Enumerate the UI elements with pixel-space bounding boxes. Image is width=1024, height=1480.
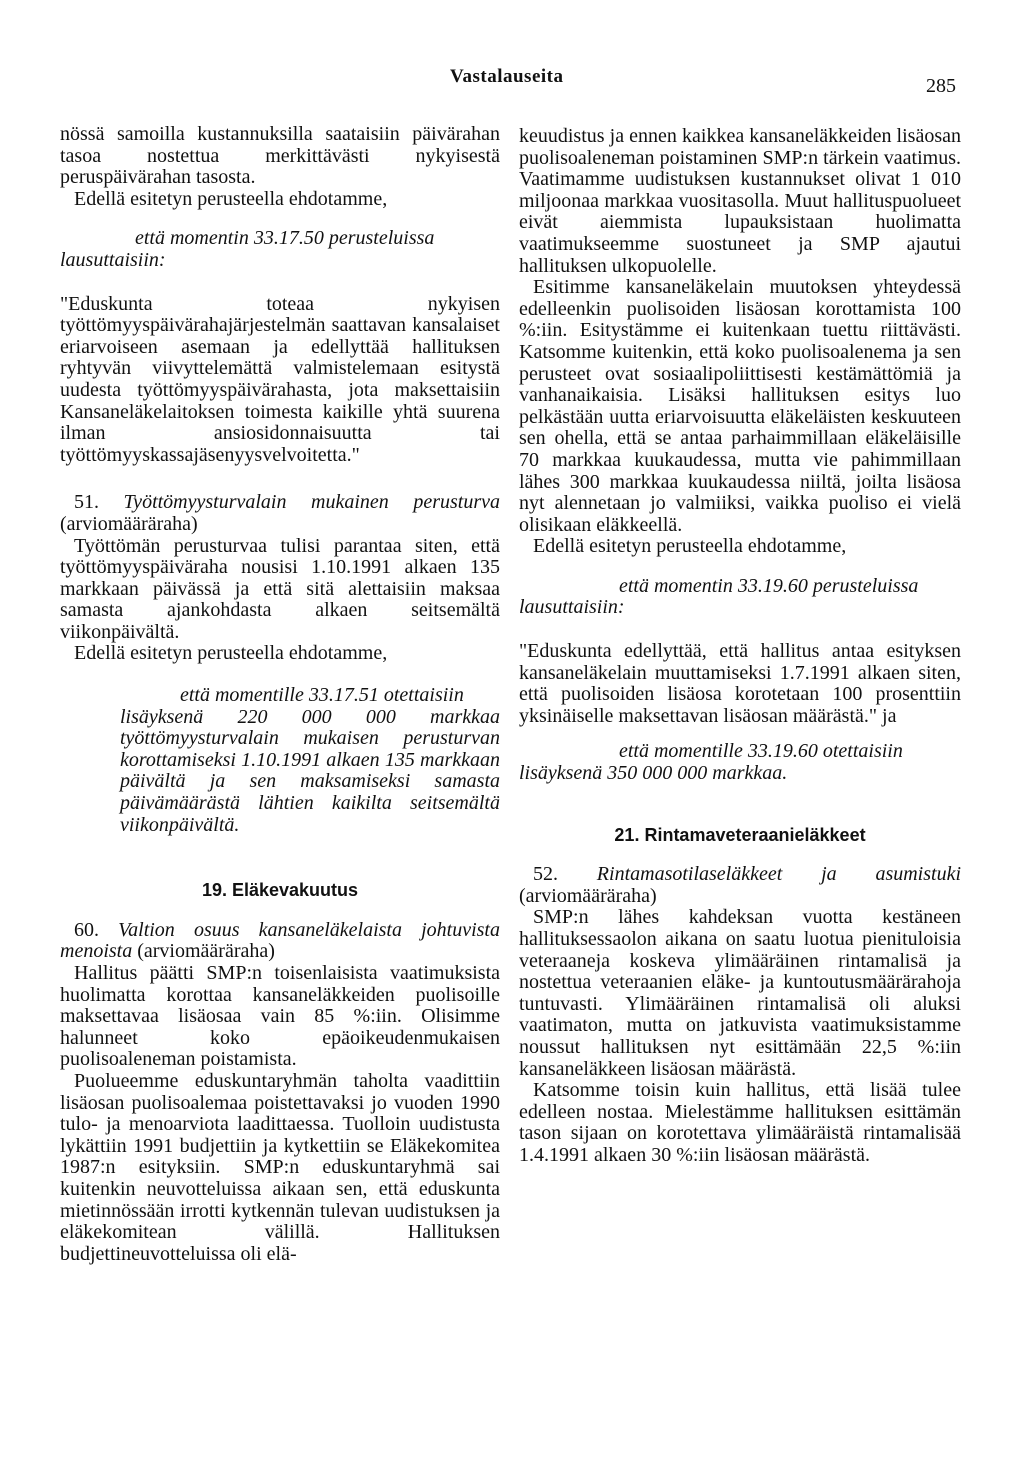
motion-text: lausuttaisiin: xyxy=(519,596,625,619)
motion-clause xyxy=(60,685,500,836)
motion-lead: että momentille 33.17.51 otettaisiin xyxy=(180,684,464,707)
section-heading: 21. Rintamaveteraanieläkkeet xyxy=(614,824,866,845)
motion-text: lisäyksenä 350 000 000 markkaa. xyxy=(519,762,788,785)
item-heading xyxy=(60,920,500,963)
motion-lead: että momentin 33.19.60 perusteluissa xyxy=(619,574,919,597)
paragraph: keuudistus ja ennen kaikkea kansaneläkkeiden lisäosan puolisoaleneman poistaminen SMP:n tärkein vaatimus. Vaatimamme uudistuksen kustannukset olivat 1 010 miljoonaa markkaa vuositasolla. Muut hallituspuolueet eivät aiemmista lupauksistaan huolimatta vaatimukseemme suostuneet ja SMP ajautui hallituksen ulkopuolelle. xyxy=(519,125,961,277)
item-number: 51. xyxy=(74,491,99,514)
paragraph: Katsomme toisin kuin hallitus, että lisää tulee edelleen nostaa. Mielestämme hallituksen esittämän tason sijaan on korotettava ylimääräistä rintamalisää 1.4.1991 alkaen 30 %:iin lisäosan määrästä. xyxy=(519,1079,961,1166)
item-heading xyxy=(519,864,961,907)
page-number: 285 xyxy=(926,75,956,97)
quoted-resolution: "Eduskunta edellyttää, että hallitus antaa esityksen kansaneläkelain muuttamiseksi 1.7.1991 alkaen siten, että puolisoiden lisäosa korotetaan 100 prosenttiin yksinäiselle maksettavan lisäosan määrästä." ja xyxy=(519,640,961,727)
motion-text: lausuttaisiin: xyxy=(60,248,166,271)
item-type: (arviomääräraha) xyxy=(519,884,657,907)
paragraph: Edellä esitetyn perusteella ehdotamme, xyxy=(74,642,388,665)
quoted-resolution: "Eduskunta toteaa nykyisen työttömyyspäivärahajärjestelmän saattavan kansalaiset eriarvoiseen asemaan ja edellyttää hallituksen ryhtyvän viivyttelemättä valmistelemaan esitystä uudesta työttömyyspäivärahasta, jota maksettaisiin Kansaneläkelaitoksen toimesta kaikille yhtä suurena ilman ansiosidonnaisuutta tai työttömyyskassajäsenyysvelvoitetta." xyxy=(60,292,500,466)
paragraph: Työttömän perusturvaa tulisi parantaa siten, että työttömyyspäiväraha nousisi 1.10.1991 alkaen 135 markkaan päivässä ja että sitä alettaisiin maksaa samasta ajankohdasta alkaen seitsemältä viikonpäivältä. xyxy=(60,534,500,643)
item-number: 60. xyxy=(74,918,99,941)
right-column xyxy=(519,126,961,1167)
item-title: Työttömyysturvalain mukainen perusturva xyxy=(123,491,500,514)
paragraph: SMP:n lähes kahdeksan vuotta kestäneen hallituksessaolon aikana on saatu luotua pienituloisia veteraaneja koskeva ylimääräinen rintamalisä ja nostettua veteraanien eläke- ja kuntoutusmäärärahoja tuntuvasti. Ylimääräinen rintamalisä oli aluksi vaatimaton, mutta on jatkuvista vaatimuksistamme noussut hallituksen nyt esittämään 22,5 %:iin kansaneläkkeen lisäosan määrästä. xyxy=(519,906,961,1080)
motion-clause xyxy=(60,228,500,271)
paragraph: Hallitus päätti SMP:n toisenlaisista vaatimuksista huolimatta korottaa kansaneläkkeiden puolisoille maksettavaa lisäosaa vain 85 %:iin. Olisimme halunneet koko epäoikeudenmukaisen puolisoaleneman poistamista. xyxy=(60,962,500,1071)
running-header: Vastalauseita xyxy=(450,66,564,87)
motion-clause xyxy=(519,741,961,784)
item-type: (arviomääräraha) xyxy=(60,512,198,535)
paragraph: Esitimme kansaneläkelain muutoksen yhteydessä edelleenkin puolisoiden lisäosan korottamista 100 %:iin. Esitystämme ei kuitenkaan tuettu riittävästi. Katsomme kuitenkin, että koko puolisoalenema ja sen perusteet ovat sosiaalipoliittisesti kestämättömiä ja vanhanaikaisia. Lisäksi hallituksen esitys luo pelkästään uutta eriarvoisuutta eläkeläisten keskuuteen sen ohella, että se antaa parhaimmillaan eläkeläisille 70 markkaa kuukaudessa, mutta vie pahimmillaan lähes 300 markkaa kuukaudessa niiltä, joilta lisäosa nyt alennetaan jo valmiiksi, vaikka puoliso ei vielä olisikaan eläkkeellä. xyxy=(519,276,961,536)
item-type: (arviomääräraha) xyxy=(137,940,275,963)
item-number: 52. xyxy=(533,863,558,886)
section-heading: 19. Eläkevakuutus xyxy=(201,880,359,901)
left-column xyxy=(60,124,500,1265)
motion-lead: että momentin 33.17.50 perusteluissa xyxy=(135,227,435,250)
motion-clause xyxy=(519,576,961,619)
paragraph: Edellä esitetyn perusteella ehdotamme, xyxy=(533,535,847,558)
motion-lead: että momentille 33.19.60 otettaisiin xyxy=(619,740,903,763)
paragraph: nössä samoilla kustannuksilla saataisiin päivärahan tasoa nostettua merkittävästi nykyisestä peruspäivärahan tasosta. xyxy=(60,123,500,189)
paragraph: Edellä esitetyn perusteella ehdotamme, xyxy=(74,187,388,210)
item-title: Rintamasotilaseläkkeet ja asumistuki xyxy=(596,863,962,886)
motion-text: lisäyksenä 220 000 000 markkaa työttömyysturvalain mukaisen perusturvan korottamiseksi 1.10.1991 alkaen 135 markkaan päivältä ja sen maksamiseksi samasta päivämäärästä lähtien kaikilta seitsemältä viikonpäivältä. xyxy=(120,705,500,836)
paragraph: Puolueemme eduskuntaryhmän taholta vaadittiin lisäosan puolisoalemaa poistettavaksi jo vuoden 1990 tulo- ja menoarviota laadittaessa. Tuolloin uudistusta lykättiin 1991 budjettiin ja kytkettiin se Eläkekomitea 1987:n esityksiin. SMP:n eduskuntaryhmä sai kuitenkin neuvotteluissa aikaan sen, että eduskunta mietinnössään irrotti kytkennän tulevan uudistuksen ja eläkekomitean välillä. Hallituksen budjettineuvotteluissa oli elä- xyxy=(60,1069,500,1265)
item-title: Valtion osuus kansaneläkelaista johtuvista menoista xyxy=(60,918,500,963)
item-heading xyxy=(60,492,500,535)
